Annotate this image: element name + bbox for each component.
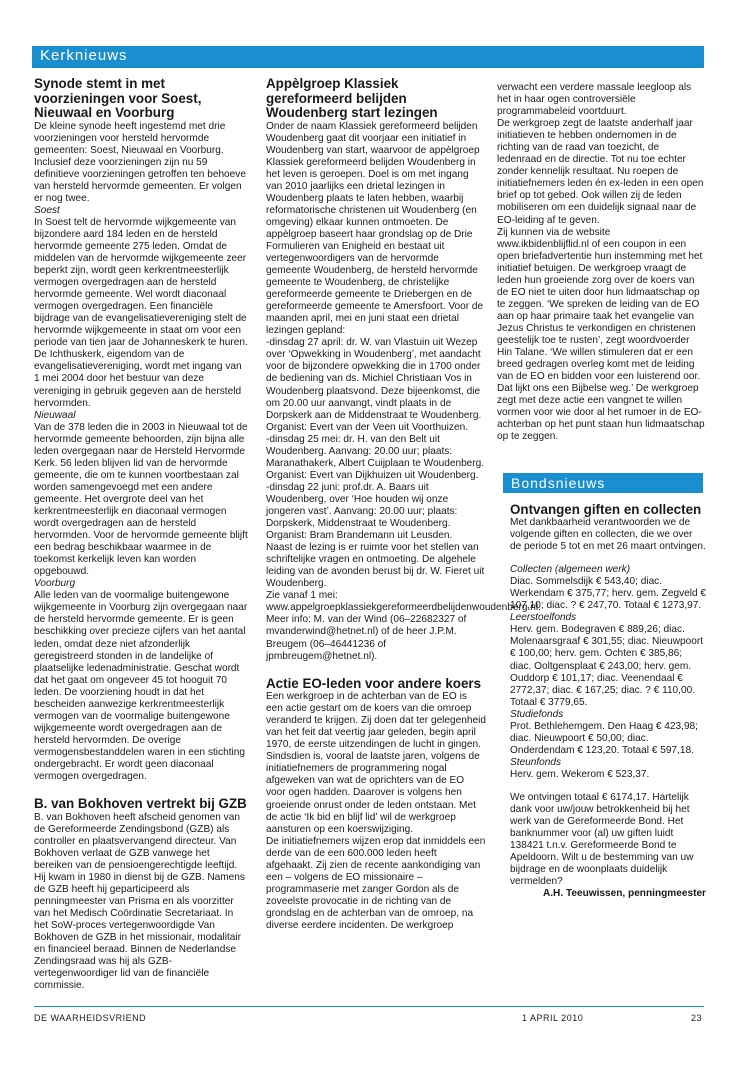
paragraph: Zie vanaf 1 mei: www.appelgroepklassiekgereformeerdbelijdenwoudenberg.nl. Meer info: M. van der Wind (06–22682327 of mvanderwind@hetnet.nl) of de heer J.P.M. Breugem (06–46441236 of jpmbreugem@hetnet.nl). (266, 590, 541, 662)
lecture-item: -dinsdag 27 april: dr. W. van Vlastuin uit Wezep over ‘Opwekking in Woudenberg’, met aandacht voor de bijzondere opwekking die in 1700 onder de bediening van ds. Michiel Christiaan Vos in Woudenberg plaatsvond. Deze bijeenkomst, die om 20.00 uur aanvangt, vindt plaats in de Dorpskerk aan de Middenstraat te Woudenberg. Organist: Evert van der Veen uit Voorthuizen. (266, 337, 482, 433)
paragraph: Herv. gem. Wekerom € 523,37. (510, 768, 650, 780)
lecture-item: -dinsdag 25 mei: dr. H. van den Belt uit Woudenberg. Aanvang: 20.00 uur; plaats: Maranathakerk, Albert Cuijplaan te Woudenberg. Organist: Evert van Dijkhuizen uit Woudenberg. (266, 433, 485, 481)
section-title: Bondsnieuws (511, 475, 606, 491)
article-title: B. van Bokhoven vertrekt bij GZB (34, 796, 247, 812)
page-footer (34, 1006, 704, 1023)
paragraph: De initiatiefnemers wijzen erop dat inmiddels een derde van de een 600.000 leden heeft afgehaakt. Zij zien de recente aankondiging van een – volgens de EO missionaire – programmaserie met zanger Gordon als de zoveelste provocatie in de richting van de grondslag en de achterban van de omroep, na diverse eerdere incidenten. De werkgroep (266, 835, 486, 931)
subheading: Studiefonds (510, 708, 564, 720)
paragraph: Prot. Bethlehemgem. Den Haag € 423,98; diac. Nieuwpoort € 50,00; diac. Onderdendam € 123,20. Totaal € 597,18. (510, 720, 698, 756)
article-title: Synode stemt in met voorzieningen voor Soest, Nieuwaal en Voorburg (34, 76, 202, 120)
bondsnieuws-column (510, 502, 706, 900)
signature: A.H. Teeuwissen, penningmeester (542, 888, 706, 900)
paragraph: B. van Bokhoven heeft afscheid genomen van de Gereformeerde Zendingsbond (GZB) als controller en plaatsvervangend directeur. Van Bokhoven verlaat de GZB vanwege het bereiken van de pensioengerechtigde leeftijd. Hij kwam in 1980 in dienst bij de GZB. Namens de GZB heeft hij geparticipeerd als penningmeester van Prisma en als voorzitter van het Medisch Coördinatie Secretariaat. In het SoW-proces vertegenwoordigde Van Bokhoven de GZB in het missionair, modalitair en financieel beraad. Binnen de Nederlandse Zendingsraad was hij als GZB-vertegenwoordiger lid van de financiële commissie. (34, 811, 245, 992)
paragraph: In Soest telt de hervormde wijkgemeente van bijzondere aard 184 leden en de hersteld hervormde gemeente 275 leden. Omdat de middelen van de hervormde wijkgemeente zeer beperkt zijn, wordt geen kerkrentmeesterlijk vermogen overgedragen aan de hersteld hervormde gemeente. Wel wordt diaconaal vermogen overgedragen. Een financiële bijdrage van de evangelisatievereniging stelt de hervormde wijkgemeente in staat om voor een periode van tien jaar de Johanneskerk te huren. De Ichthuskerk, eigendom van de evangelisatievereniging, wordt met ingang van 1 mei 2004 door het bestuur van deze vereniging in gebruik gegeven aan de hersteld hervormden. (34, 216, 248, 409)
paragraph: Naast de lezing is er ruimte voor het stellen van schriftelijke vragen en ontmoeting. De algehele leiding van de avonden berust bij dr. W. Fieret uit Woudenberg. (266, 542, 485, 590)
page-number: 23 (690, 1013, 702, 1023)
lecture-item: -dinsdag 22 juni: prof.dr. A. Baars uit Woudenberg, over ‘Hoe houden wij onze jongeren vast’. Aanvang: 20.00 uur; plaats: Dorpskerk, Middenstraat te Woudenberg. Organist: Bram Brandemann uit Leusden. (266, 481, 458, 542)
section-title: Kerknieuws (40, 47, 128, 64)
subheading: Voorburg (34, 578, 76, 590)
paragraph: Alle leden van de voormalige buitengewone wijkgemeente in Voorburg zijn overgegaan naar de hersteld hervormde gemeente. Er is geen beschikking over precieze cijfers van het aantal leden, omdat deze niet afzonderlijk geregistreerd stonden in de landelijke of plaatselijke ledenadministratie. Geschat wordt dat het gaat om ongeveer 45 tot hooguit 70 leden. De voorziening houdt in dat het bescheiden aanwezige kerkrentmeesterlijk vermogen van de voormalige buitengewone wijkgemeente wordt overgedragen aan de hersteld hervormden. De overige vermogensbestanddelen waren in een stichting ondergebracht. Er wordt geen diaconaal vermogen overgedragen. (34, 590, 248, 783)
paragraph: Van de 378 leden die in 2003 in Nieuwaal tot de hervormde gemeente behoorden, zijn bijna alle leden overgegaan naar de Hersteld Hervormde Kerk. 56 leden blijven lid van de hervormde gemeente, die om te kunnen voortbestaan zal worden samengevoegd met een andere gemeente. Het overgrote deel van het kerkrentmeesterlijk en diaconaal vermogen wordt overgedragen aan de hersteld hervormden. Voor de hervormde gemeente blijft een bedrag beschikbaar waarmee in de toekomst kerkelijk leven kan worden opgebouwd. (34, 421, 248, 578)
article-title: Actie EO-leden voor andere koers (266, 675, 482, 691)
issue-date: 1 APRIL 2010 (522, 1013, 584, 1023)
paragraph: Herv. gem. Bodegraven € 889,26; diac. Molenaarsgraaf € 301,55; diac. Nieuwpoort € 100,00; herv. gem. Ochten € 385,86; diac. Ooltgensplaat € 243,00; herv. gem. Ouddorp € 101,17; diac. Veenendaal € 2772,37; diac. € 167,25; diac. ? € 110,00. Totaal € 3779,65. (510, 624, 704, 708)
section-header-bondsnieuws (503, 473, 703, 493)
paragraph: verwacht een verdere massale leegloop als het in haar ogen controversiële programmabeleid voortduurt. (497, 82, 692, 118)
paragraph: We ontvingen totaal € 6174,17. Hartelijk dank voor uw/jouw betrokkenheid bij het werk van de Gereformeerde Bond. Het banknummer voor (al) uw giften luidt 138421 t.n.v. Gereformeerde Bond te Apeldoorn. Wilt u de bestemming van uw bijdrage en de woonplaats duidelijk vermelden? (510, 791, 694, 888)
paragraph: De kleine synode heeft ingestemd met drie voorzieningen voor hersteld hervormde gemeenten: Soest, Nieuwaal en Voorburg. Inclusief deze voorzieningen zijn nu 59 definitieve voorzieningen getroffen ten behoeve van hersteld hervormde gemeenten. Er volgen er nog twee. (34, 120, 246, 204)
paragraph: Zij kunnen via de website www.ikbidenblijflid.nl of een coupon in een open briefadvertentie hun instemming met het initiatief betuigen. De werkgroep vraagt de leden hun groeiende zorg over de koers van de EO niet te uiten door hun lidmaatschap op te zeggen. ‘We spreken de leiding van de EO aan op haar primaire taak het evangelie van Jezus Christus te verkondigen en christenen geestelijk toe te rusten’, zegt woordvoerder Hin Talane. ‘We willen stimuleren dat er een breed gedragen overleg komt met de leiding van de EO en bidden voor een luisterend oor. Dat lijkt ons een Bijbelse weg.’ De werkgroep zegt met deze actie een vangnet te willen vormen voor wie door al het rumoer in de EO-achterban op het punt staan hun lidmaatschap op te zeggen. (497, 226, 705, 443)
publication-name: DE WAARHEIDSVRIEND (34, 1013, 147, 1023)
paragraph: Met dankbaarheid verantwoorden we de volgende giften en collecten, die we over de periode 5 tot en met 26 maart ontvingen. (510, 517, 706, 553)
paragraph: Diac. Sommelsdijk € 543,40; diac. Werkendam € 375,77; herv. gem. Zegveld € 107,10; diac. ? € 247,70. Totaal € 1273,97. (510, 576, 706, 612)
section-header-kerknieuws (32, 46, 704, 68)
subheading: Steunfonds (510, 756, 562, 768)
paragraph: Onder de naam Klassiek gereformeerd belijden Woudenberg gaat dit voorjaar een initiatief in Woudenberg van start, waarvoor de appèlgroep Klassiek gereformeerd belijden Woudenberg in het leven is geroepen. Doel is om met ingang van 2010 jaarlijks een drietal lezingen in Woudenberg plaats te laten hebben, waarbij reformatorische christenen uit Woudenberg (en omgeving) elkaar kunnen ontmoeten. De appèlgroep baseert haar grondslag op de Drie Formulieren van Enigheid en bestaat uit vertegenwoordigers van de hervormde gemeente Woudenberg, de hersteld hervormde gemeente te Woudenberg, de christelijke gereformeerde gemeente te Driebergen en de gereformeerde gemeente te Amersfoort. Voor de maanden april, mei en juni staat een drietal lezingen gepland: (266, 120, 484, 337)
article-title: Ontvangen giften en collecten (510, 502, 702, 517)
article-title: Appèlgroep Klassiek gereformeerd belijden Woudenberg start lezingen (266, 76, 438, 120)
subheading: Nieuwaal (34, 409, 76, 421)
paragraph: Een werkgroep in de achterban van de EO is een actie gestart om de koers van die omroep veranderd te krijgen. Zij doen dat ter gelegenheid van het feit dat veertig jaar geleden, begin april 1970, de eerste uitzendingen de lucht in gingen. Sindsdien is, vooral de laatste jaren, volgens de initiatiefnemers de programmering nogal afgeweken van wat de oprichters van de EO voor ogen hadden. Daarover is volgens hen groeiende onrust onder de leden ontstaan. Met de actie ‘Ik bid en blijf lid’ wil de werkgroep aansturen op een koerswijziging. (266, 691, 486, 835)
column-3 (497, 82, 705, 443)
subheading: Leerstoelfonds (510, 612, 577, 624)
subheading: Soest (34, 204, 60, 216)
column-1 (34, 77, 249, 992)
subheading: Collecten (algemeen werk) (510, 564, 631, 576)
paragraph: De werkgroep zegt de laatste anderhalf jaar initiatieven te hebben ondernomen in de richting van de raad van toezicht, de ledenraad en de directie. Tot nu toe echter zonder kennelijk resultaat. Nu roepen de initiatiefnemers leden én ex-leden in een open brief op tot gebed. Ook willen zij de leden mobiliseren om een duidelijk signaal naar de EO-leiding af te geven. (497, 118, 704, 226)
